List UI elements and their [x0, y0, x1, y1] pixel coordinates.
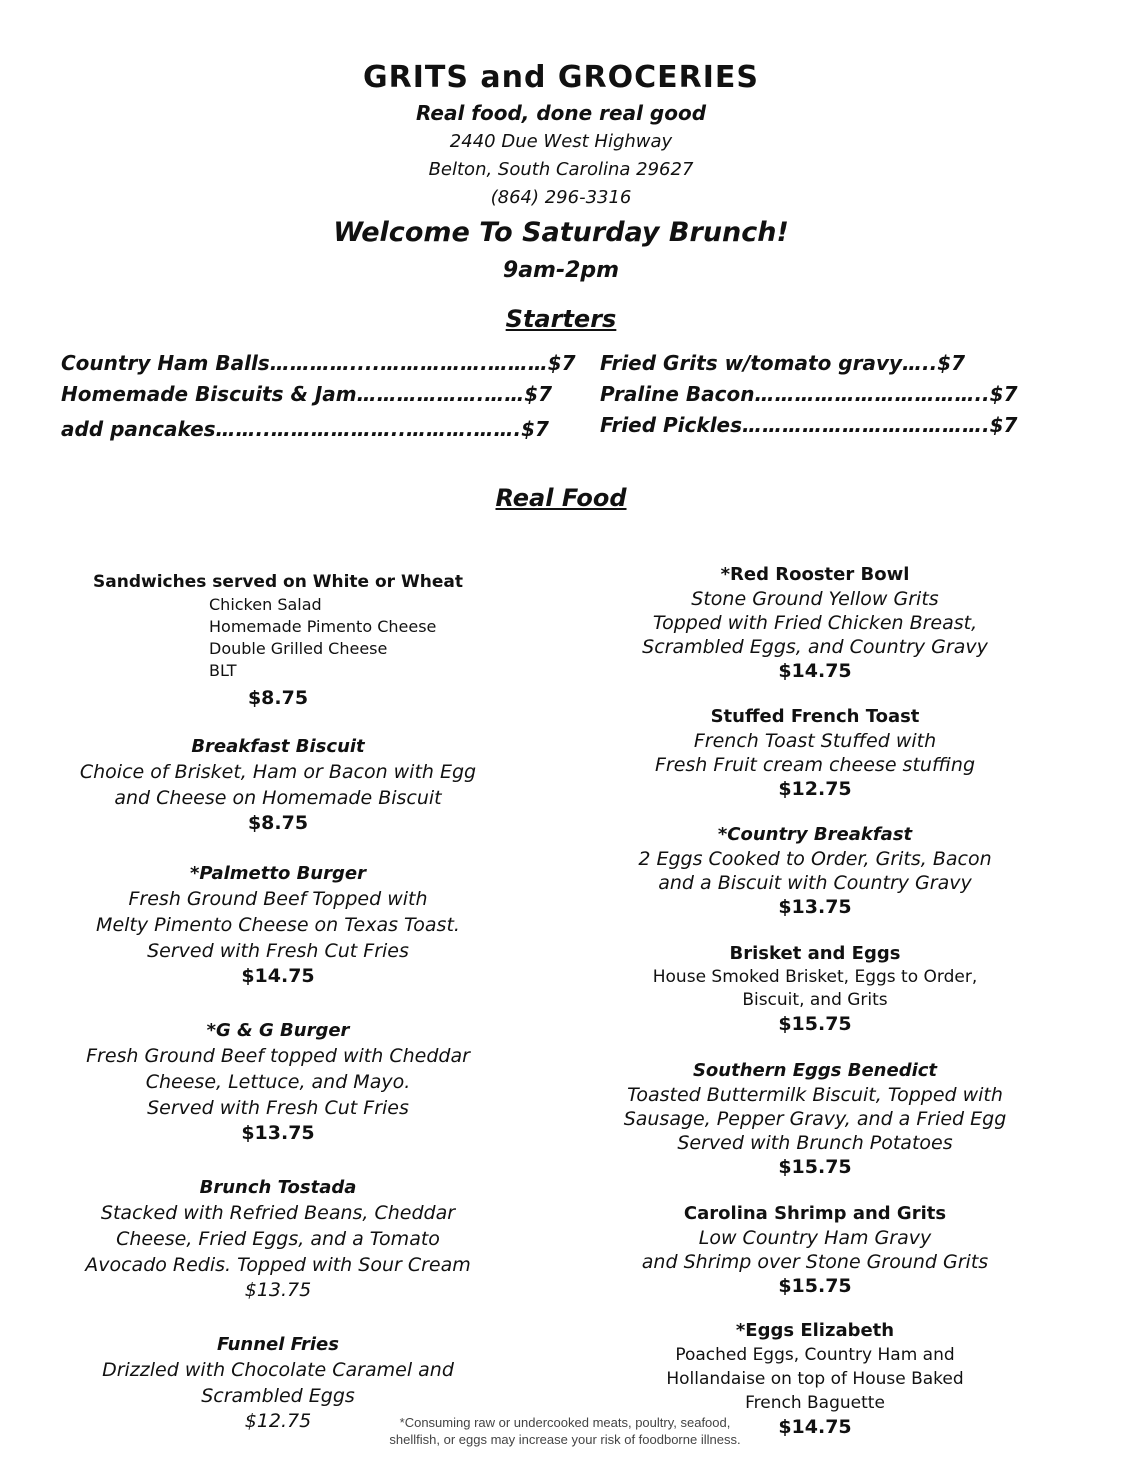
menu-item-price: $14.75 — [778, 1416, 852, 1438]
sandwich-option: BLT — [209, 661, 237, 680]
menu-item-price: $14.75 — [241, 965, 315, 987]
menu-item-desc: Cheese, Lettuce, and Mayo. — [145, 1071, 411, 1093]
menu-item — [610, 942, 1020, 1059]
real-food-heading: Real Food — [495, 484, 627, 512]
menu-item-name: *Palmetto Burger — [190, 863, 366, 884]
menu-column-left — [60, 570, 496, 711]
menu-item-desc: Stacked with Refried Beans, Cheddar — [100, 1202, 456, 1224]
menu-item — [60, 735, 496, 862]
disclaimer-line: shellfish, or eggs may increase your risk of foodborne illness. — [389, 1432, 741, 1447]
menu-item-price: $12.75 — [244, 1410, 312, 1432]
menu-item-desc: Served with Fresh Cut Fries — [147, 1097, 409, 1119]
menu-item-desc: French Toast Stuffed with — [693, 730, 937, 752]
menu-item-desc: Poached Eggs, Country Ham and — [675, 1345, 955, 1365]
menu-item — [610, 823, 1020, 942]
sandwich-option: Homemade Pimento Cheese — [209, 617, 437, 636]
menu-item-desc: Fresh Ground Beef topped with Cheddar — [86, 1045, 470, 1067]
menu-item-price: $15.75 — [778, 1156, 852, 1178]
menu-item-desc: and Shrimp over Stone Ground Grits — [641, 1251, 989, 1273]
menu-item-desc: 2 Eggs Cooked to Order, Grits, Bacon — [638, 848, 992, 870]
menu-item-desc: Biscuit, and Grits — [742, 990, 888, 1010]
sandwich-option: Double Grilled Cheese — [209, 639, 388, 658]
menu-item-price: $8.75 — [247, 812, 309, 834]
menu-item-price: $12.75 — [778, 778, 852, 800]
menu-item — [610, 1059, 1020, 1202]
menu-item — [60, 862, 496, 1019]
menu-item-name: Funnel Fries — [217, 1334, 339, 1355]
menu-item-desc: Fresh Fruit cream cheese stuffing — [654, 754, 976, 776]
starter-item: add pancakes……..………………..……….…….$7 — [61, 417, 549, 441]
menu-item — [610, 1202, 1020, 1319]
menu-item-desc: Scrambled Eggs, and Country Gravy — [642, 636, 988, 658]
menu-item-price: $13.75 — [244, 1279, 312, 1301]
menu-item-desc: Melty Pimento Cheese on Texas Toast. — [96, 914, 460, 936]
starter-item: Fried Pickles……………………………….$7 — [600, 413, 1018, 437]
menu-column-left-items — [60, 735, 496, 1434]
menu-item-desc: and Cheese on Homemade Biscuit — [114, 787, 442, 809]
menu-item-name: Sandwiches served on White or Wheat — [93, 572, 463, 592]
menu-item-name: Breakfast Biscuit — [191, 736, 365, 757]
restaurant-name: GRITS and GROCERIES — [362, 60, 760, 95]
menu-item-desc: Fresh Ground Beef Topped with — [128, 888, 428, 910]
menu-item — [610, 563, 1020, 705]
menu-item-name: Stuffed French Toast — [710, 706, 920, 727]
menu-item-desc: Avocado Redis. Topped with Sour Cream — [85, 1254, 471, 1276]
menu-item-name: *G & G Burger — [206, 1020, 350, 1041]
phone-number: (864) 296-3316 — [490, 187, 632, 208]
menu-item-price: $8.75 — [247, 687, 309, 709]
menu-item-name: Southern Eggs Benedict — [692, 1060, 938, 1081]
menu-item-desc: Stone Ground Yellow Grits — [691, 588, 939, 610]
menu-item-price: $13.75 — [241, 1122, 315, 1144]
welcome-heading: Welcome To Saturday Brunch! — [333, 217, 789, 248]
tagline: Real food, done real good — [415, 101, 707, 125]
hours: 9am-2pm — [502, 258, 620, 283]
menu-item-price: $13.75 — [778, 896, 852, 918]
menu-item-desc: House Smoked Brisket, Eggs to Order, — [652, 967, 978, 987]
menu-item-desc: Drizzled with Chocolate Caramel and — [102, 1359, 454, 1381]
menu-item-name: Brisket and Eggs — [729, 943, 901, 964]
menu-item-desc: Served with Brunch Potatoes — [677, 1132, 953, 1154]
menu-item-desc: Scrambled Eggs — [201, 1385, 355, 1407]
menu-item-desc: Sausage, Pepper Gravy, and a Fried Egg — [623, 1108, 1007, 1130]
starter-item: Country Ham Balls…………....…………….………$7 — [61, 351, 576, 375]
address-street: 2440 Due West Highway — [449, 131, 673, 152]
menu-item-desc: Toasted Buttermilk Biscuit, Topped with — [627, 1084, 1003, 1106]
menu-item-price: $15.75 — [778, 1013, 852, 1035]
menu-item-price: $14.75 — [778, 660, 852, 682]
menu-item-name: Carolina Shrimp and Grits — [683, 1203, 947, 1224]
starter-item: Praline Bacon……………………………..$7 — [600, 382, 1018, 406]
menu-item-sandwiches — [60, 570, 496, 711]
starter-item: Homemade Biscuits & Jam……………….……$7 — [61, 382, 553, 406]
menu-item-name: *Red Rooster Bowl — [720, 564, 910, 585]
menu-item-name: *Country Breakfast — [717, 824, 913, 845]
menu-item-name: Brunch Tostada — [199, 1177, 357, 1198]
sandwich-option: Chicken Salad — [209, 595, 322, 614]
menu-item — [60, 1019, 496, 1176]
address-city: Belton, South Carolina 29627 — [428, 159, 694, 180]
menu-item-desc: Cheese, Fried Eggs, and a Tomato — [116, 1228, 440, 1250]
menu-column-right — [610, 563, 1020, 1440]
starter-item: Fried Grits w/tomato gravy…..$7 — [600, 351, 966, 375]
menu-item-name: *Eggs Elizabeth — [735, 1320, 895, 1341]
menu-item — [60, 1176, 496, 1333]
disclaimer-line: *Consuming raw or undercooked meats, poultry, seafood, — [399, 1415, 731, 1430]
menu-item-desc: French Baguette — [745, 1393, 885, 1413]
sandwich-options — [60, 594, 496, 682]
menu-item-desc: Low Country Ham Gravy — [698, 1227, 932, 1249]
menu-item — [610, 705, 1020, 823]
menu-item-desc: Choice of Brisket, Ham or Bacon with Egg — [79, 761, 477, 783]
menu-item-price: $15.75 — [778, 1275, 852, 1297]
food-safety-disclaimer — [365, 1414, 765, 1448]
menu-item-desc: Hollandaise on top of House Baked — [666, 1369, 964, 1389]
menu-item-desc: Served with Fresh Cut Fries — [147, 940, 409, 962]
menu-item-desc: and a Biscuit with Country Gravy — [658, 872, 972, 894]
menu-item-desc: Topped with Fried Chicken Breast, — [652, 612, 978, 634]
starters-heading: Starters — [505, 305, 617, 333]
